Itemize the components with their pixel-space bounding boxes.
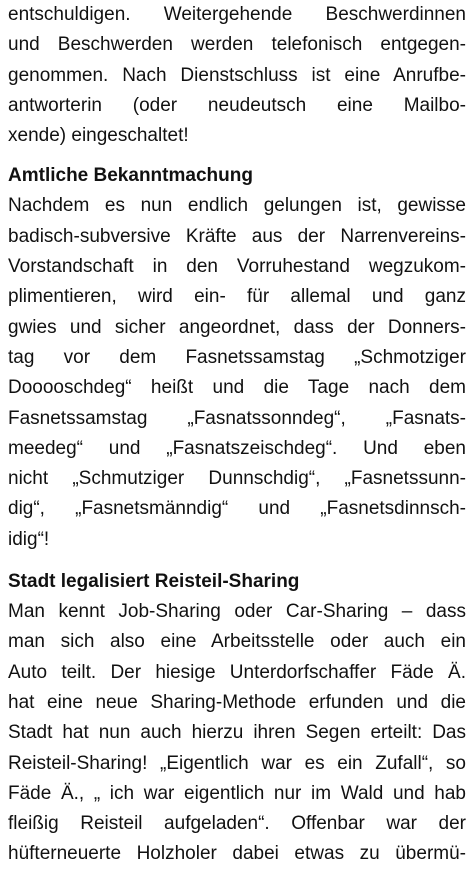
- paragraph-line: Dooooschdeg“ heißt und die Tage nach dem: [8, 377, 466, 399]
- paragraph-line: nicht „Schmutziger Dunnschdig“, „Fasnetssunn-: [8, 468, 466, 490]
- paragraph-line: Fäde Ä., „ ich war eigentlich nur im Wald und hab: [8, 782, 466, 804]
- paragraph-line: entschuldigen. Weitergehende Beschwerdinnen: [8, 4, 466, 25]
- paragraph-line: Reisteil-Sharing! „Eigentlich war es ein Zufall“, so: [8, 752, 466, 774]
- paragraph-line: Fasnetssamstag „Fasnatssonndeg“, „Fasnats-: [8, 407, 466, 429]
- paragraph-line: tag vor dem Fasnetssamstag „Schmotziger: [8, 346, 466, 368]
- paragraph-line: dig“, „Fasnetsmänndig“ und „Fasnetsdinnsch-: [8, 498, 466, 520]
- paragraph-line: Auto teilt. Der hiesige Unterdorfschaffer Fäde Ä.: [8, 661, 466, 683]
- paragraph-line: und Beschwerden werden telefonisch entgegen-: [8, 34, 466, 56]
- section-amtliche-bekanntmachung: [8, 161, 466, 555]
- paragraph-line: hüfterneuerte Holzholer dabei etwas zu übermü-: [8, 843, 466, 865]
- paragraph-line: plimentieren, wird ein- für allemal und ganz: [8, 286, 466, 308]
- section-heading: Amtliche Bekanntmachung: [8, 165, 253, 187]
- paragraph-line: idig“!: [8, 528, 50, 550]
- paragraph-line: fleißig Reisteil aufgeladen“. Offenbar war der: [8, 813, 466, 835]
- paragraph-line: man sich also eine Arbeitsstelle oder auch ein: [8, 631, 466, 653]
- document-page: [8, 0, 466, 870]
- paragraph-line: Vorstandschaft in den Vorruhestand wegzukom-: [8, 256, 466, 278]
- paragraph-line: badisch-subversive Kräfte aus der Narrenvereins-: [8, 225, 466, 247]
- intro-paragraph: [8, 0, 466, 151]
- paragraph-line: Nachdem es nun endlich gelungen ist, gewisse: [8, 195, 466, 217]
- paragraph-line: gwies und sicher angeordnet, dass der Donners-: [8, 316, 466, 338]
- paragraph-line: Man kennt Job-Sharing oder Car-Sharing – dass: [8, 601, 466, 623]
- section-heading: Stadt legalisiert Reisteil-Sharing: [8, 571, 300, 593]
- paragraph-line: Stadt hat nun auch hierzu ihren Segen erteilt: Das: [8, 722, 466, 744]
- paragraph-line: genommen. Nach Dienstschluss ist eine Anrufbe-: [8, 64, 466, 86]
- paragraph-line: hat eine neue Sharing-Methode erfunden und die: [8, 691, 466, 713]
- paragraph-line: meedeg“ und „Fasnatszeischdeg“. Und eben: [8, 437, 466, 459]
- paragraph-line: xende) eingeschaltet!: [8, 125, 189, 147]
- section-reisteil-sharing: [8, 567, 466, 870]
- paragraph-line: antworterin (oder neudeutsch eine Mailbo-: [8, 94, 466, 116]
